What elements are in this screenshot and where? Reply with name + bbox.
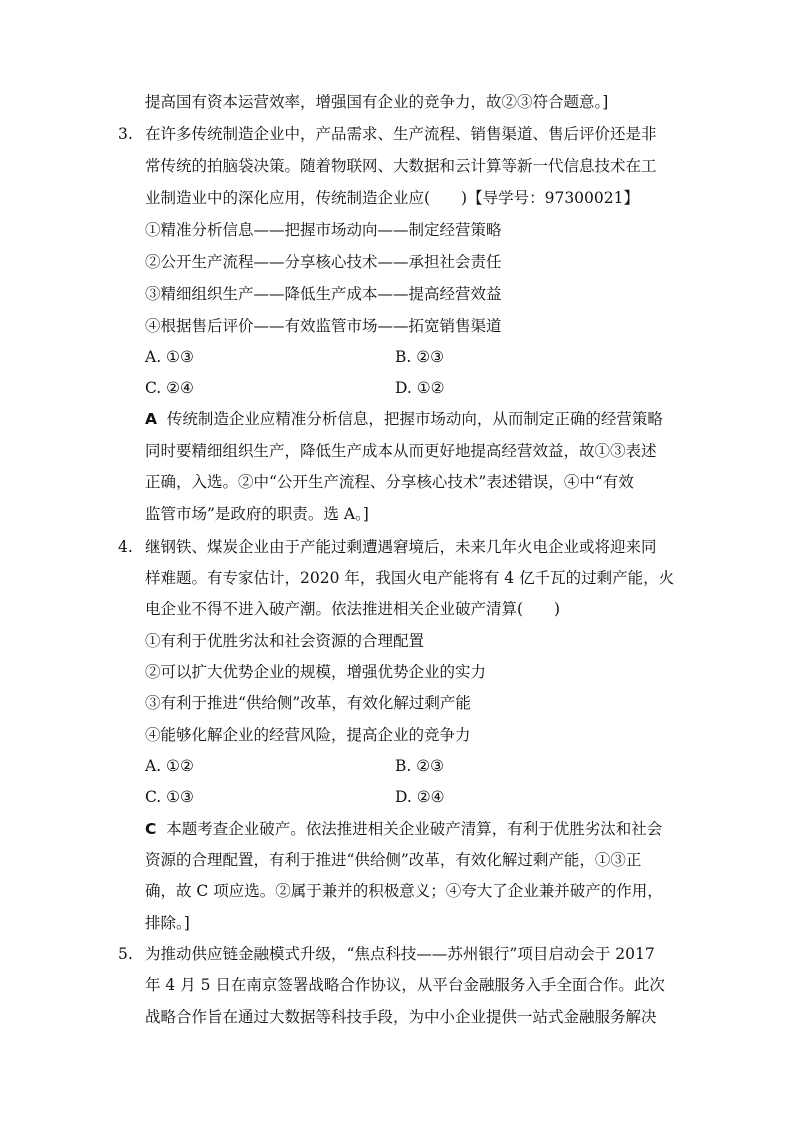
question-stem-line: 常传统的拍脑袋决策。随着物联网、大数据和云计算等新一代信息技术在工: [145, 157, 657, 175]
answer-letter: A: [145, 410, 157, 428]
option-b: B. ②③: [395, 348, 445, 366]
statement-2: ②可以扩大优势企业的规模，增强优势企业的实力: [145, 663, 487, 681]
statement-4: ④能够化解企业的经营风险，提高企业的竞争力: [145, 726, 471, 744]
question-stem-line: 业制造业中的深化应用，传统制造企业应( )【导学号：97300021】: [145, 189, 639, 207]
statement-4: ④根据售后评价——有效监管市场——拓宽销售渠道: [145, 317, 502, 335]
answer-letter: C: [145, 820, 157, 838]
question-stem-line: 样难题。有专家估计，2020 年，我国火电产能将有 4 亿千瓦的过剩产能，火: [145, 569, 675, 587]
option-b: B. ②③: [395, 757, 445, 775]
option-c: C. ①③: [145, 788, 194, 806]
option-d: D. ①②: [395, 379, 445, 397]
explanation-line: 同时要精细组织生产，降低生产成本从而更好地提高经营效益，故①③表述: [145, 442, 657, 460]
explanation-text: 传统制造企业应精准分析信息，把握市场动向，从而制定正确的经营策略: [166, 410, 663, 428]
question-number: 4.: [118, 538, 133, 556]
question-stem-line: 战略合作旨在通过大数据等科技手段，为中小企业提供一站式金融服务解决: [145, 1008, 657, 1026]
previous-answer-tail: 提高国有资本运营效率，增强国有企业的竞争力，故②③符合题意。]: [145, 93, 609, 111]
question-stem-line: 在许多传统制造企业中，产品需求、生产流程、销售渠道、售后评价还是非: [145, 125, 657, 143]
question-number: 3.: [118, 125, 133, 143]
option-a: A. ①③: [145, 348, 194, 366]
statement-3: ③有利于推进“供给侧”改革，有效化解过剩产能: [145, 694, 471, 712]
answer-explanation-line: [145, 818, 662, 840]
statement-3: ③精细组织生产——降低生产成本——提高经营效益: [145, 285, 502, 303]
question-stem-line: 为推动供应链金融模式升级，“焦点科技——苏州银行”项目启动会于 2017: [145, 945, 655, 963]
explanation-line: 排除。]: [145, 914, 190, 932]
statement-1: ①有利于优胜劣汰和社会资源的合理配置: [145, 632, 425, 650]
explanation-text: 本题考查企业破产。依法推进相关企业破产清算，有利于优胜劣汰和社会: [166, 820, 663, 838]
option-d: D. ②④: [395, 788, 445, 806]
question-stem-line: 继钢铁、煤炭企业由于产能过剩遭遇窘境后，未来几年火电企业或将迎来同: [145, 538, 657, 556]
explanation-line: 资源的合理配置，有利于推进“供给侧”改革，有效化解过剩产能，①③正: [145, 851, 642, 869]
explanation-line: 正确，入选。②中“公开生产流程、分享核心技术”表述错误，④中“有效: [145, 473, 634, 491]
question-number: 5.: [118, 945, 133, 963]
explanation-line: 确，故 C 项应选。②属于兼并的积极意义；④夸大了企业兼并破产的作用，: [145, 882, 663, 900]
option-c: C. ②④: [145, 379, 194, 397]
question-stem-line: 年 4 月 5 日在南京签署战略合作协议，从平台金融服务入手全面合作。此次: [145, 976, 665, 994]
question-stem-line: 电企业不得不进入破产潮。依法推进相关企业破产清算( ): [145, 600, 561, 618]
statement-1: ①精准分析信息——把握市场动向——制定经营策略: [145, 221, 502, 239]
answer-explanation-line: [145, 408, 663, 430]
statement-2: ②公开生产流程——分享核心技术——承担社会责任: [145, 253, 502, 271]
option-a: A. ①②: [145, 757, 194, 775]
explanation-line: 监管市场”是政府的职责。选 A。]: [145, 505, 369, 523]
